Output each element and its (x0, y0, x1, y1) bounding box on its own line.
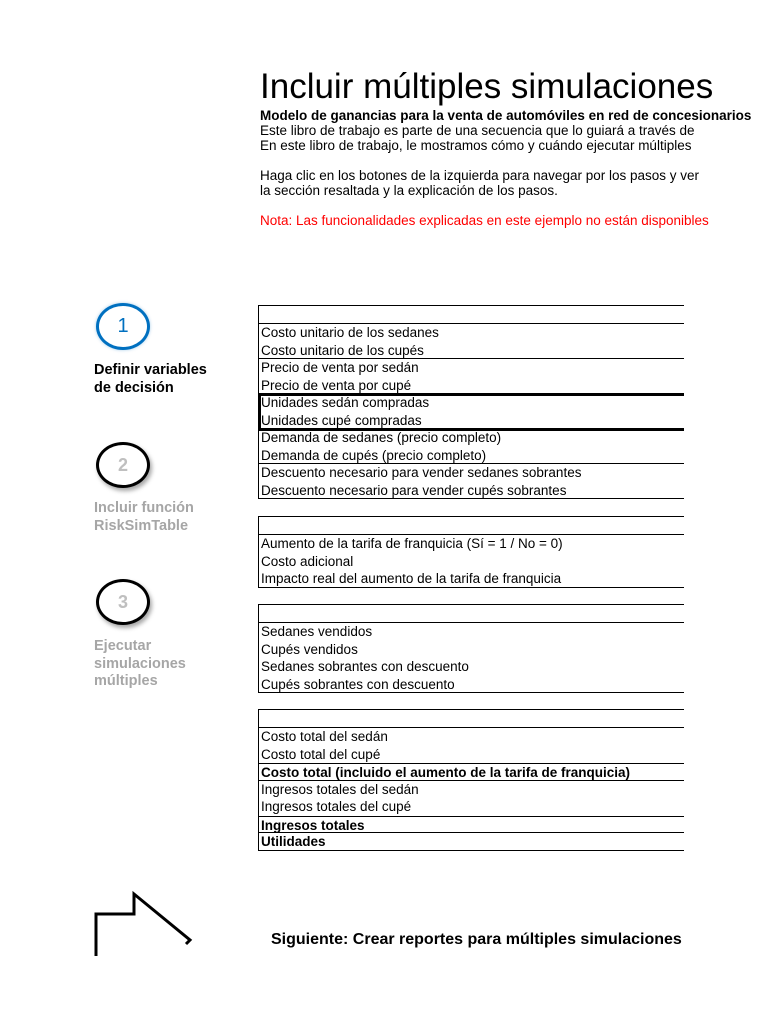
sales-table (258, 604, 684, 693)
table-row[interactable]: Sedanes sobrantes con descuento (258, 658, 684, 676)
inputs-header-row[interactable] (258, 305, 684, 324)
step-1-label[interactable] (94, 362, 234, 397)
step-3-label-line-3: múltiples (94, 673, 158, 689)
navigation-hint-line-1: Haga clic en los botones de la izquierda para navegar por los pasos y ver (260, 168, 700, 183)
decision-row-sedan-units[interactable]: Unidades sedán compradas (258, 394, 684, 412)
step-3-label[interactable] (94, 638, 234, 691)
table-row[interactable]: Demanda de sedanes (precio completo) (258, 429, 684, 447)
model-subtitle: Modelo de ganancias para la venta de automóviles en red de concesionarios (260, 108, 752, 123)
step-2-button[interactable] (96, 442, 150, 488)
table-row[interactable]: Descuento necesario para vender cupés sobrantes (258, 482, 684, 500)
intro-line-2: En este libro de trabajo, le mostramos cómo y cuándo ejecutar múltiples (260, 138, 692, 153)
table-row[interactable]: Ingresos totales del sedán (258, 781, 684, 799)
intro-line-1: Este libro de trabajo es parte de una secuencia que lo guiará a través de (260, 123, 695, 138)
table-row[interactable]: Precio de venta por cupé (258, 377, 684, 395)
page-title: Incluir múltiples simulaciones (260, 67, 714, 106)
table-row[interactable]: Costo total del cupé (258, 746, 684, 764)
table-row[interactable]: Cupés sobrantes con descuento (258, 676, 684, 694)
decision-row-coupe-units[interactable]: Unidades cupé compradas (258, 412, 684, 430)
total-revenue-row[interactable]: Ingresos totales (258, 816, 684, 834)
table-row[interactable]: Cupés vendidos (258, 641, 684, 659)
step-1-number: 1 (117, 315, 129, 337)
table-row[interactable]: Aumento de la tarifa de franquicia (Sí = 1 / No = 0) (258, 535, 684, 553)
step-3-label-line-2: simulaciones (94, 655, 186, 672)
table-row[interactable]: Ingresos totales del cupé (258, 798, 684, 816)
step-2-number: 2 (117, 454, 128, 475)
step-2-label-line-2: RiskSimTable (94, 517, 189, 534)
totals-header-row[interactable] (258, 709, 684, 728)
table-row[interactable]: Impacto real del aumento de la tarifa de franquicia (258, 570, 684, 588)
totals-table (258, 709, 684, 851)
table-row[interactable]: Descuento necesario para vender sedanes sobrantes (258, 464, 684, 482)
profit-row[interactable]: Utilidades (258, 833, 684, 851)
step-3-button[interactable] (96, 579, 150, 625)
step-1-label-line-1: Definir variables (94, 362, 207, 378)
franchise-header-row[interactable] (258, 516, 684, 535)
table-row[interactable]: Demanda de cupés (precio completo) (258, 447, 684, 465)
step-2-label-line-1: Incluir función (94, 500, 194, 516)
franchise-table (258, 516, 684, 588)
step-1-label-line-2: de decisión (94, 379, 174, 396)
inputs-table (258, 305, 684, 499)
step-2-label[interactable] (94, 500, 234, 535)
table-row[interactable]: Sedanes vendidos (258, 623, 684, 641)
table-row[interactable]: Costo unitario de los cupés (258, 342, 684, 360)
navigation-hint-line-2: la sección resaltada y la explicación de los pasos. (260, 183, 558, 198)
sales-header-row[interactable] (258, 604, 684, 623)
step-1-button[interactable] (96, 303, 150, 350)
table-row[interactable]: Costo unitario de los sedanes (258, 324, 684, 342)
next-step-link[interactable]: Siguiente: Crear reportes para múltiples simulaciones (271, 931, 682, 948)
next-arrow-icon[interactable] (94, 892, 196, 958)
availability-note: Nota: Las funcionalidades explicadas en este ejemplo no están disponibles (260, 213, 709, 228)
table-row[interactable]: Costo adicional (258, 553, 684, 571)
table-row[interactable]: Costo total del sedán (258, 728, 684, 746)
table-row[interactable]: Precio de venta por sedán (258, 359, 684, 377)
total-cost-row[interactable]: Costo total (incluido el aumento de la tarifa de franquicia) (258, 763, 684, 781)
step-3-number: 3 (117, 591, 128, 612)
step-3-label-line-1: Ejecutar (94, 638, 152, 654)
